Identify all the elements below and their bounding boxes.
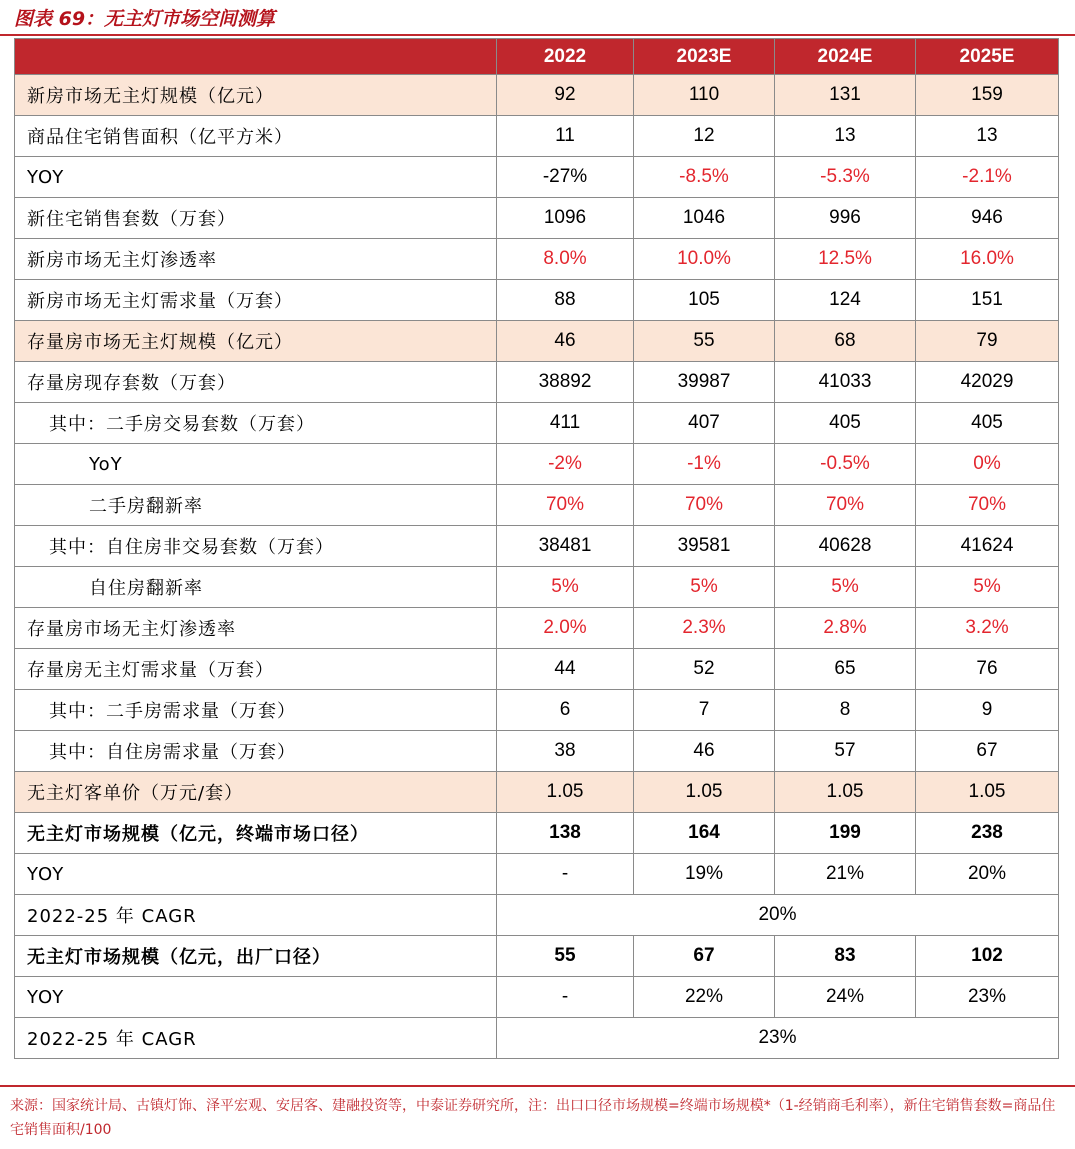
table-row	[15, 444, 1059, 485]
row-value: 164	[634, 813, 775, 854]
row-value: 5%	[634, 567, 775, 608]
row-value: 39581	[634, 526, 775, 567]
row-value: 1.05	[497, 772, 634, 813]
row-value: 67	[634, 936, 775, 977]
row-value: 411	[497, 403, 634, 444]
row-value: 41033	[775, 362, 916, 403]
merged-value: 20%	[497, 895, 1059, 936]
table-row	[15, 854, 1059, 895]
header-blank	[15, 39, 497, 75]
row-value: 70%	[497, 485, 634, 526]
row-value: 16.0%	[916, 239, 1059, 280]
row-value: 6	[497, 690, 634, 731]
row-value: 238	[916, 813, 1059, 854]
row-value: 68	[775, 321, 916, 362]
row-value: 9	[916, 690, 1059, 731]
row-value: 65	[775, 649, 916, 690]
row-value: 76	[916, 649, 1059, 690]
row-value: 52	[634, 649, 775, 690]
row-value: 1.05	[775, 772, 916, 813]
table-row	[15, 895, 1059, 936]
row-value: 55	[634, 321, 775, 362]
row-value: -2.1%	[916, 157, 1059, 198]
row-value: 407	[634, 403, 775, 444]
header-year: 2024E	[775, 39, 916, 75]
row-label: YOY	[15, 977, 497, 1018]
figure-title: 图表 69：无主灯市场空间测算	[14, 8, 276, 30]
table-row	[15, 772, 1059, 813]
table-row	[15, 75, 1059, 116]
row-value: 46	[497, 321, 634, 362]
row-label: 存量房现存套数（万套）	[15, 362, 497, 403]
row-label: 无主灯市场规模（亿元，终端市场口径）	[15, 813, 497, 854]
row-value: -	[497, 977, 634, 1018]
table-row	[15, 321, 1059, 362]
row-label: 新房市场无主灯渗透率	[15, 239, 497, 280]
table-row	[15, 649, 1059, 690]
row-value: 405	[775, 403, 916, 444]
row-value: 131	[775, 75, 916, 116]
row-value: 12	[634, 116, 775, 157]
row-value: 12.5%	[775, 239, 916, 280]
row-label: 2022-25 年 CAGR	[15, 895, 497, 936]
row-value: 70%	[775, 485, 916, 526]
table-row	[15, 157, 1059, 198]
row-label: 自住房翻新率	[15, 567, 497, 608]
row-value: 23%	[916, 977, 1059, 1018]
row-value: 2.0%	[497, 608, 634, 649]
table-row	[15, 936, 1059, 977]
row-label: 存量房无主灯需求量（万套）	[15, 649, 497, 690]
row-value: 102	[916, 936, 1059, 977]
header-row	[15, 39, 1059, 75]
row-value: 7	[634, 690, 775, 731]
source-note: 来源：国家统计局、古镇灯饰、泽平宏观、安居客、建融投资等，中泰证券研究所，注：出口口径市场规模=终端市场规模*（1-经销商毛利率），新住宅销售套数=商品住宅销售面积/100	[10, 1098, 1056, 1138]
row-value: 138	[497, 813, 634, 854]
row-value: -5.3%	[775, 157, 916, 198]
merged-value: 23%	[497, 1018, 1059, 1059]
table-row	[15, 116, 1059, 157]
row-value: 40628	[775, 526, 916, 567]
row-value: 38481	[497, 526, 634, 567]
row-value: 10.0%	[634, 239, 775, 280]
row-label: 新房市场无主灯规模（亿元）	[15, 75, 497, 116]
row-label: 新住宅销售套数（万套）	[15, 198, 497, 239]
table-row	[15, 362, 1059, 403]
row-value: 42029	[916, 362, 1059, 403]
row-value: 159	[916, 75, 1059, 116]
row-value: 83	[775, 936, 916, 977]
table-row	[15, 690, 1059, 731]
row-value: 13	[916, 116, 1059, 157]
row-value: -0.5%	[775, 444, 916, 485]
table-row	[15, 608, 1059, 649]
row-value: 13	[775, 116, 916, 157]
row-value: 21%	[775, 854, 916, 895]
row-value: 19%	[634, 854, 775, 895]
row-value: 2.8%	[775, 608, 916, 649]
row-label: 2022-25 年 CAGR	[15, 1018, 497, 1059]
row-label: 其中：二手房需求量（万套）	[15, 690, 497, 731]
row-label: 无主灯客单价（万元/套）	[15, 772, 497, 813]
row-value: 1.05	[916, 772, 1059, 813]
header-year: 2022	[497, 39, 634, 75]
row-value: 38	[497, 731, 634, 772]
row-label: YOY	[15, 157, 497, 198]
row-value: 55	[497, 936, 634, 977]
row-label: 存量房市场无主灯规模（亿元）	[15, 321, 497, 362]
row-label: YoY	[15, 444, 497, 485]
row-value: 39987	[634, 362, 775, 403]
header-year: 2023E	[634, 39, 775, 75]
row-value: 24%	[775, 977, 916, 1018]
table-row	[15, 403, 1059, 444]
row-label: 无主灯市场规模（亿元，出厂口径）	[15, 936, 497, 977]
row-value: 41624	[916, 526, 1059, 567]
footer-divider	[0, 1085, 1075, 1087]
row-value: 67	[916, 731, 1059, 772]
row-value: 3.2%	[916, 608, 1059, 649]
table-row	[15, 485, 1059, 526]
row-value: 996	[775, 198, 916, 239]
row-label: 新房市场无主灯需求量（万套）	[15, 280, 497, 321]
table-row	[15, 239, 1059, 280]
table-row	[15, 567, 1059, 608]
row-value: 8	[775, 690, 916, 731]
row-value: 1096	[497, 198, 634, 239]
row-value: 110	[634, 75, 775, 116]
row-value: 57	[775, 731, 916, 772]
market-size-table	[14, 38, 1059, 1059]
row-label: 其中：自住房需求量（万套）	[15, 731, 497, 772]
header-year: 2025E	[916, 39, 1059, 75]
row-value: 38892	[497, 362, 634, 403]
row-label: 二手房翻新率	[15, 485, 497, 526]
row-value: 151	[916, 280, 1059, 321]
row-label: 其中：二手房交易套数（万套）	[15, 403, 497, 444]
row-value: -2%	[497, 444, 634, 485]
row-value: 22%	[634, 977, 775, 1018]
row-value: -	[497, 854, 634, 895]
row-value: 5%	[775, 567, 916, 608]
row-value: 20%	[916, 854, 1059, 895]
row-value: 946	[916, 198, 1059, 239]
row-value: 46	[634, 731, 775, 772]
row-value: 88	[497, 280, 634, 321]
row-value: 11	[497, 116, 634, 157]
row-value: 2.3%	[634, 608, 775, 649]
row-value: 8.0%	[497, 239, 634, 280]
row-value: 44	[497, 649, 634, 690]
table-row	[15, 198, 1059, 239]
row-label: 存量房市场无主灯渗透率	[15, 608, 497, 649]
row-value: -27%	[497, 157, 634, 198]
row-label: YOY	[15, 854, 497, 895]
row-value: 70%	[634, 485, 775, 526]
row-value: 79	[916, 321, 1059, 362]
row-value: 92	[497, 75, 634, 116]
row-value: 105	[634, 280, 775, 321]
row-value: 5%	[916, 567, 1059, 608]
row-value: 405	[916, 403, 1059, 444]
row-value: 124	[775, 280, 916, 321]
row-label: 其中：自住房非交易套数（万套）	[15, 526, 497, 567]
row-value: 5%	[497, 567, 634, 608]
row-value: 0%	[916, 444, 1059, 485]
table-row	[15, 731, 1059, 772]
row-value: 199	[775, 813, 916, 854]
row-value: 70%	[916, 485, 1059, 526]
table-row	[15, 813, 1059, 854]
row-value: -8.5%	[634, 157, 775, 198]
table-row	[15, 977, 1059, 1018]
row-value: 1.05	[634, 772, 775, 813]
table-row	[15, 526, 1059, 567]
title-divider	[0, 34, 1075, 36]
row-value: -1%	[634, 444, 775, 485]
table-row	[15, 1018, 1059, 1059]
table-row	[15, 280, 1059, 321]
row-value: 1046	[634, 198, 775, 239]
row-label: 商品住宅销售面积（亿平方米）	[15, 116, 497, 157]
